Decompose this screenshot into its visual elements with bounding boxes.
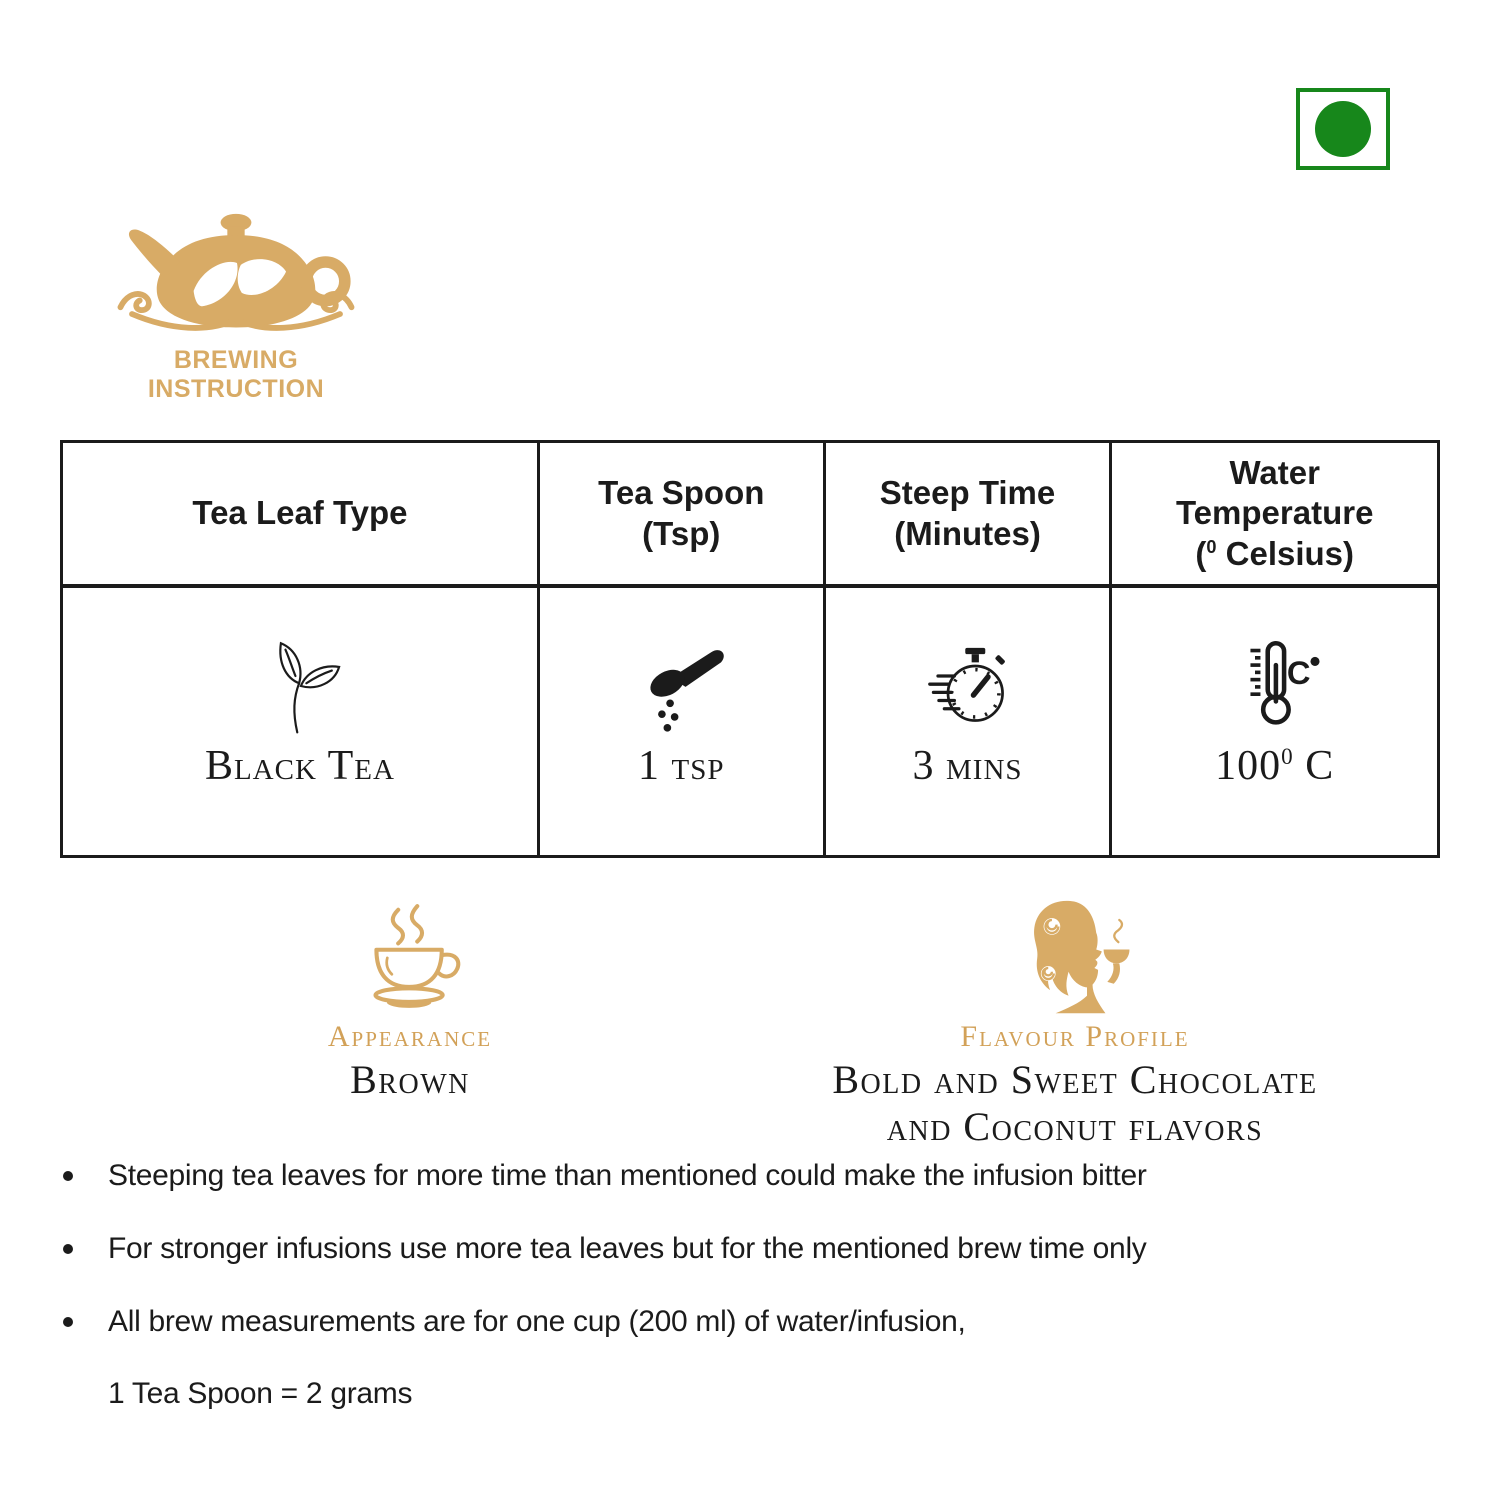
woman-sipping-tea-icon xyxy=(1013,896,1137,1016)
cell-tea-type xyxy=(63,588,540,855)
flavour-value xyxy=(785,1056,1365,1150)
temperature-label: $100^0$ C xyxy=(1215,743,1335,789)
appearance-section xyxy=(260,898,560,1103)
flavour-label: Flavour Profile xyxy=(960,1020,1190,1053)
note-text: All brew measurements are for one cup (200 ml) of water/infusion, xyxy=(108,1305,966,1338)
spoon-icon xyxy=(631,636,731,736)
note-text: Steeping tea leaves for more time than mentioned could make the infusion bitter xyxy=(108,1159,1147,1192)
steep-time-label: 3 mins xyxy=(912,743,1023,789)
tea-type-label: Black Tea xyxy=(204,743,395,789)
thermometer-icon xyxy=(1225,636,1325,736)
vegetarian-mark-icon xyxy=(1296,88,1390,170)
vegetarian-dot xyxy=(1315,101,1371,157)
appearance-value: Brown xyxy=(350,1057,470,1102)
header-steep-time: Steep Time (Minutes) xyxy=(826,443,1113,588)
teacup-icon xyxy=(351,898,469,1016)
bullet-icon xyxy=(63,1244,73,1254)
header-water-temperature: Water Temperature ($^0$ Celsius) xyxy=(1112,443,1437,588)
brewing-table xyxy=(60,440,1440,858)
flavour-line-1: Bold and Sweet Chocolate xyxy=(832,1057,1318,1102)
header-tea-leaf-type: Tea Leaf Type xyxy=(63,443,540,588)
svg-text:C: C xyxy=(1286,654,1311,692)
stopwatch-icon xyxy=(918,636,1018,736)
bullet-icon xyxy=(63,1317,73,1327)
brand-title: BREWING INSTRUCTION xyxy=(147,346,325,403)
flavour-section xyxy=(785,896,1365,1150)
cell-tsp xyxy=(540,588,826,855)
cell-steep-time xyxy=(826,588,1113,855)
note-item xyxy=(60,1158,1460,1194)
teaspoon-equivalence-note: 1 Tea Spoon = 2 grams xyxy=(108,1377,413,1410)
tea-leaf-icon xyxy=(250,636,350,736)
note-text: For stronger infusions use more tea leaves but for the mentioned brew time only xyxy=(108,1232,1147,1265)
note-item xyxy=(60,1231,1460,1267)
appearance-label: Appearance xyxy=(327,1020,493,1053)
cell-water-temperature xyxy=(1112,588,1437,855)
note-item xyxy=(60,1304,1460,1340)
brewing-notes xyxy=(60,1158,1460,1411)
tsp-label: 1 tsp xyxy=(638,743,725,789)
bullet-icon xyxy=(63,1171,73,1181)
flavour-line-2: and Coconut flavors xyxy=(886,1104,1264,1150)
teapot-icon xyxy=(110,210,362,340)
header-tea-spoon: Tea Spoon (Tsp) xyxy=(540,443,826,588)
brand-header xyxy=(85,210,387,404)
